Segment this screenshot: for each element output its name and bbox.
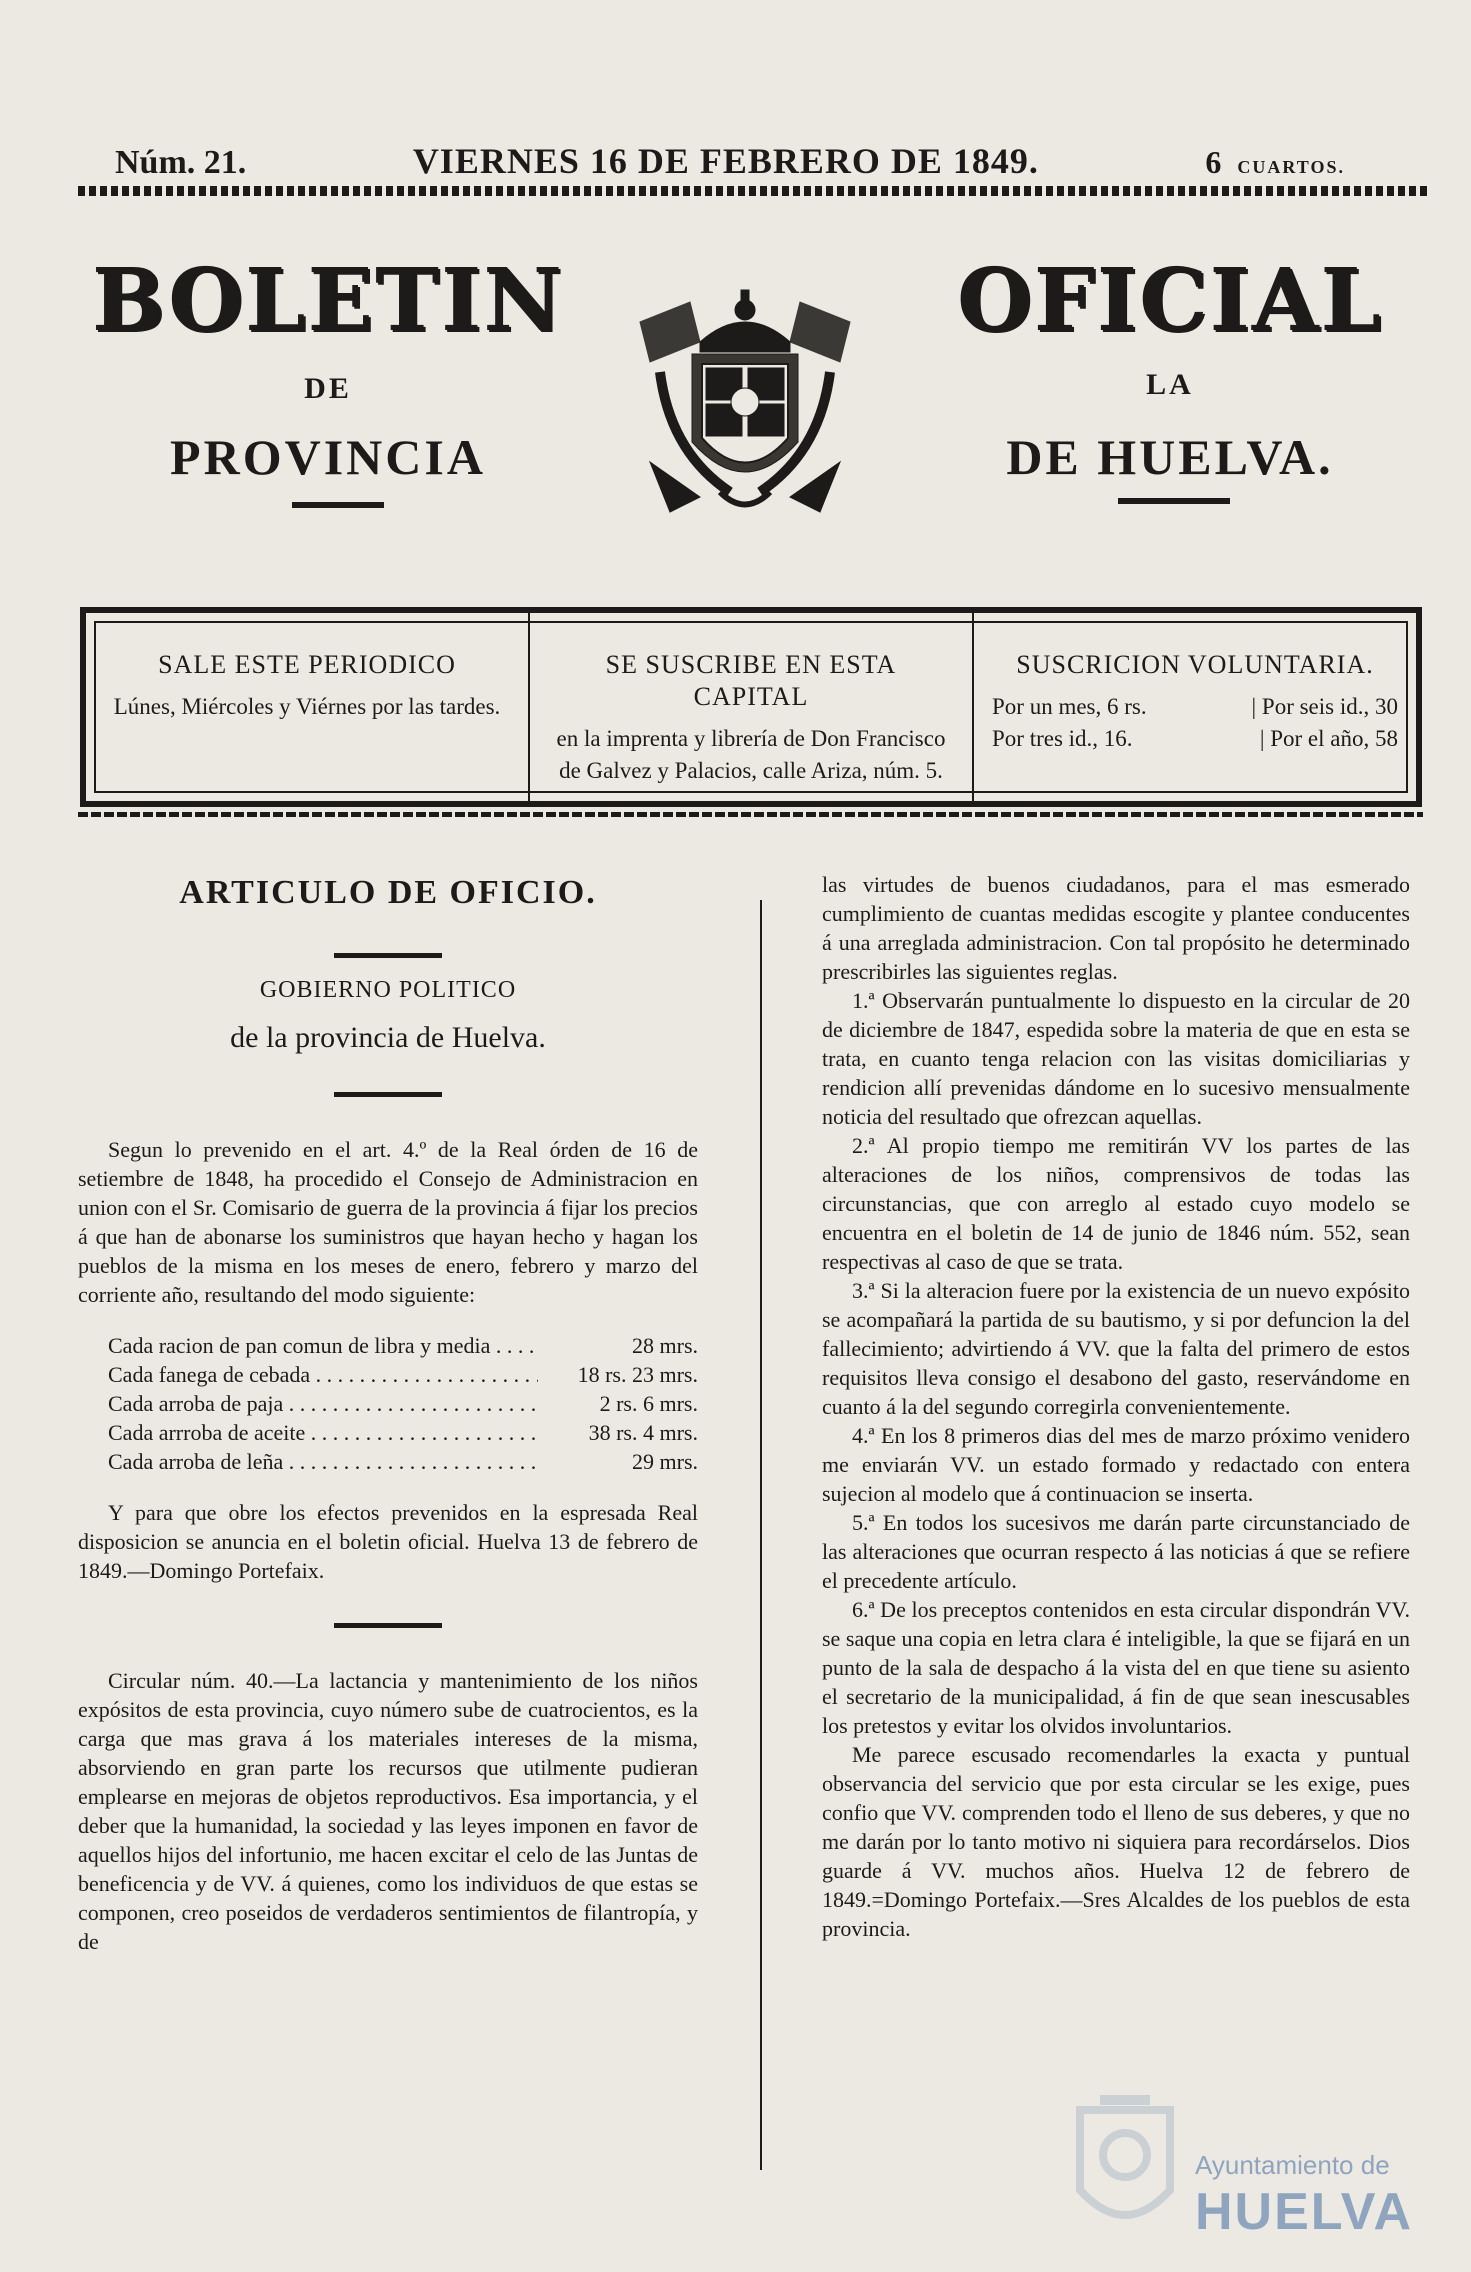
top-ornamental-rule — [78, 186, 1428, 196]
schedule-title: SALE ESTE PERIODICO — [158, 650, 456, 679]
subscription-prices — [972, 613, 1416, 801]
circular-continuation: las virtudes de buenos ciudadanos, para el mas esmerado cumplimiento de cuantas medidas escogite y plantee conducentes á una arreglada administracion. Con tal propósito he determinado prescribirles las siguientes reglas. — [822, 872, 1410, 984]
row-label: Cada arroba de leña . . . — [78, 1447, 538, 1476]
masthead-underline-left — [292, 502, 384, 508]
table-row — [78, 1418, 698, 1447]
subscription-title: SE SUSCRIBE EN ESTA CAPITAL — [605, 650, 897, 711]
rule-5: 5.ª En todos los sucesivos me darán parte circunstanciado de las alteraciones que ocurran respecto á las noticias á que se refiere el precedente artículo. — [822, 1510, 1410, 1593]
price-six-months: | Por seis id., 30 — [1251, 694, 1398, 719]
price-row — [992, 691, 1398, 723]
price-unit: CUARTOS. — [1237, 157, 1345, 177]
prices-title: SUSCRICION VOLUNTARIA. — [1016, 650, 1374, 679]
watermark-line-2: HUELVA — [1195, 2183, 1414, 2241]
subscription-place — [528, 613, 972, 801]
row-value: 2 rs. 6 mrs. — [599, 1391, 698, 1416]
info-box-bottom-rule — [78, 812, 1423, 817]
rule-1: 1.ª Observarán puntualmente lo dispuesto en la circular de 20 de diciembre de 1847, espedida sobre la materia de que en esta se trata, en cuanto tenga relacion con las visitas domiciliarias y rendicion allí prevenidas dándome en lo sucesivo mensualmente noticia del resultado que ofrezcan aquellas. — [822, 988, 1410, 1129]
row-label: Cada arrroba de aceite . . . — [78, 1418, 538, 1447]
masthead-de-huelva: DE HUELVA. — [1006, 429, 1334, 485]
row-label: Cada racion de pan comun de libra y media . . . — [78, 1331, 538, 1360]
rule-2: 2.ª Al propio tiempo me remitirán VV los partes de las alteraciones de los niños, comprensivos de todas las circunstancias, que con arreglo al estado cuyo modelo se encuentra en el boletin de 14 de junio de 1846 núm. 552, sean respectivas al caso de que se trata. — [822, 1133, 1410, 1274]
row-value: 38 rs. 4 mrs. — [588, 1420, 698, 1445]
price-row — [992, 723, 1398, 755]
table-row — [78, 1389, 698, 1418]
price-three-months: Por tres id., 16. — [992, 726, 1133, 751]
masthead-boletin: BOLETIN — [91, 250, 565, 351]
watermark-line-1: Ayuntamiento de — [1195, 2150, 1390, 2180]
row-label: Cada arroba de paja . . . — [78, 1389, 538, 1418]
issue-date: VIERNES 16 DE FEBRERO DE 1849. — [412, 141, 1039, 181]
masthead-oficial: OFICIAL — [956, 250, 1384, 351]
decree-closing: Y para que obre los efectos prevenidos en la espresada Real disposicion se anuncia en el boletin oficial. Huelva 13 de febrero de 1849.—Domingo Portefaix. — [78, 1500, 698, 1583]
schedule-text: Lúnes, Miércoles y Viérnes por las tardes. — [113, 694, 501, 719]
section-divider — [334, 953, 442, 958]
right-column — [822, 870, 1410, 1943]
price-table — [78, 1331, 698, 1476]
info-box — [80, 607, 1422, 807]
coat-of-arms-icon — [630, 282, 860, 522]
price-year: | Por el año, 58 — [1259, 726, 1398, 751]
issue-price — [1205, 144, 1345, 181]
table-row — [78, 1331, 698, 1360]
article-title: ARTICULO DE OFICIO. — [179, 874, 597, 911]
masthead-de: DE — [304, 372, 352, 405]
price-value: 6 — [1205, 144, 1222, 180]
circular-paragraph: Circular núm. 40.—La lactancia y mantenimiento de los niños expósitos de esta provincia, cuyo número sube de cuatrocientos, es la carga que mas grava á los materiales intereses de la misma, absorviendo en gran parte los recursos que utilmente pudieran emplearse en mejoras de objetos reproductivos. Esa importancia, y el deber que la humanidad, la sociedad y las leyes imponen en favor de aquellos hijos del infortunio, me hacen excitar el celo de las Juntas de beneficencia y de VV. á quienes, como los individuos de que estas se componen, creo poseidos de verdaderos sentimientos de filantropía, y de — [78, 1668, 698, 1954]
column-divider — [760, 900, 762, 2170]
issue-number: Núm. 21. — [115, 144, 247, 181]
table-row — [78, 1447, 698, 1476]
row-value: 28 mrs. — [632, 1333, 698, 1358]
row-label: Cada fanega de cebada . . . — [78, 1360, 538, 1389]
section-subtitle: de la provincia de Huelva. — [230, 1021, 546, 1054]
masthead-underline-right — [1118, 498, 1230, 504]
left-column — [78, 870, 698, 1956]
table-row — [78, 1360, 698, 1389]
rule-6: 6.ª De los preceptos contenidos en esta circular dispondrán VV. se saque una copia en letra clara é inteligible, la que se fijará en un punto de la sala de despacho á la vista del en que tiene su asiento el secretario de la municipalidad, á fin de que sean inescusables los pretestos y evitar los olvidos involuntarios. — [822, 1597, 1410, 1738]
publication-schedule — [86, 613, 528, 801]
masthead-la: LA — [1146, 368, 1194, 401]
closing-paragraph: Me parece escusado recomendarles la exacta y puntual observancia del servicio que por esta circular se les exige, pues confio que VV. comprenden todo el lleno de sus deberes, y que no me darán por lo tanto motivo ni siquiera para recordárselos. Dios guarde á VV. muchos años. Huelva 12 de febrero de 1849.=Domingo Portefaix.—Sres Alcaldes de los pueblos de esta provincia. — [822, 1742, 1410, 1941]
row-value: 18 rs. 23 mrs. — [577, 1362, 698, 1387]
decree-paragraph: Segun lo prevenido en el art. 4.º de la Real órden de 16 de setiembre de 1848, ha procedido el Consejo de Administracion en union con el Sr. Comisario de guerra de la provincia á fijar los precios á que han de abonarse los suministros que hayan hecho y hagan los pueblos de la misma en los meses de enero, febrero y marzo del corriente año, resultando del modo siguiente: — [78, 1137, 698, 1307]
price-one-month: Por un mes, 6 rs. — [992, 694, 1147, 719]
rule-3: 3.ª Si la alteracion fuere por la existencia de un nuevo expósito se acompañará la partida de su bautismo, y si por defuncion la del fallecimiento; advirtiendo á VV. que la falta del primero de estos requisitos lleva consigo el desabono del gasto, reservándome en cuanto á la del segundo corregirla convenientemente. — [822, 1278, 1410, 1419]
section-title: GOBIERNO POLITICO — [259, 977, 517, 1003]
subscription-text: en la imprenta y librería de Don Francisco de Galvez y Palacios, calle Ariza, núm. 5. — [556, 726, 946, 783]
row-value: 29 mrs. — [632, 1449, 698, 1474]
issue-line — [115, 140, 1345, 182]
masthead-provincia: PROVINCIA — [170, 429, 486, 485]
rule-4: 4.ª En los 8 primeros dias del mes de marzo próximo venidero me enviarán VV. un estado formado y redactado con entera sujecion al modelo que á continuacion se inserta. — [822, 1423, 1410, 1506]
